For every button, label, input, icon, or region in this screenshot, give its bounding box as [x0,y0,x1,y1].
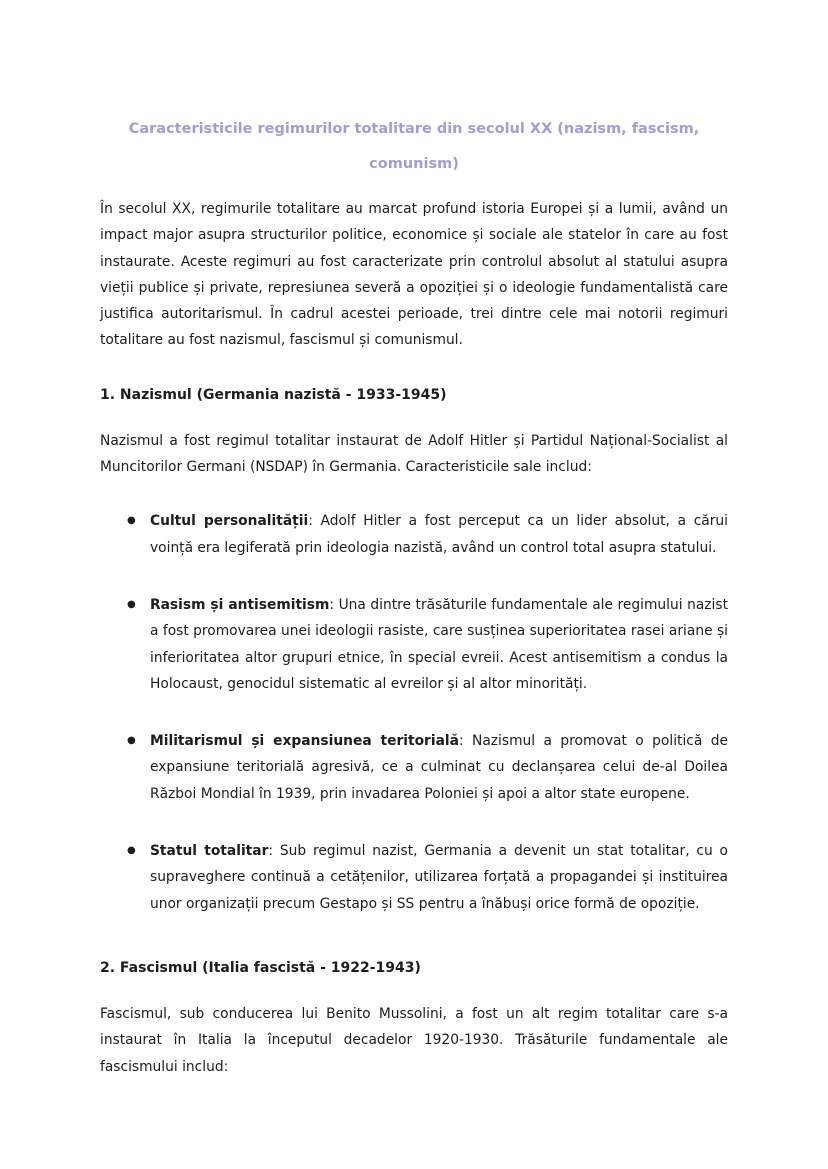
bullet-item-rasism [127,592,728,697]
bullet-item-stat-totalitar [127,838,728,917]
bullet-icon: ● [127,515,136,527]
intro-paragraph: În secolul XX, regimurile totalitare au marcat profund istoria Europei și a lumii, având un impact major asupra structurilor politice, economice și sociale ale statelor în care au fost instaurate. Aceste regimuri au fost caracterizate prin controlul absolut al statului asupra vieții publice și private, represiunea severă a opoziției și o ideologie fundamentalistă care justifica autoritarismul. În cadrul acestei perioade, trei dintre cele mai notorii regimuri totalitare au fost nazismul, fascismul și comunismul. [100,201,728,349]
bullet-item-cult [127,508,728,561]
bullet-body [150,728,728,807]
bullet-icon: ● [127,598,136,610]
bullet-list-nazism [100,508,728,917]
bullet-text: : Sub regimul nazist, Germania a devenit un stat totalitar, cu o supraveghere continuă a cetățenilor, utilizarea forțată a propagandei și instituirea unor organizații precum Gestapo și SS pentru a înăbuși orice formă de opoziție. [150,843,728,912]
bullet-term: Militarismul și expansiunea teritorială [150,733,459,750]
bullet-icon: ● [127,735,136,747]
document-title-line-1: Caracteristicile regimurilor totalitare din secolul XX (nazism, fascism, [128,121,700,137]
section-intro-nazism: Nazismul a fost regimul totalitar instaurat de Adolf Hitler și Partidul Național-Socialist al Muncitorilor Germani (NSDAP) în Germania. Caracteristicile sale includ: [100,432,728,476]
bullet-body [150,592,728,697]
bullet-term: Cultul personalității [150,513,309,530]
bullet-term: Rasism și antisemitism [150,596,330,613]
section-fascism [100,957,728,1080]
bullet-text: : Nazismul a promovat o politică de expansiune teritorială agresivă, ce a culminat cu declanșarea celui de-al Doilea Război Mondial în 1939, prin invadarea Poloniei și apoi a altor state europene. [150,733,729,802]
section-heading-nazism: 1. Nazismul (Germania nazistă - 1933-1945) [100,386,447,403]
document-title-line-2: comunism) [369,156,459,172]
bullet-body [150,838,728,917]
section-heading-fascism: 2. Fascismul (Italia fascistă - 1922-1943) [100,959,421,976]
bullet-item-militarism [127,728,728,807]
bullet-text: : Una dintre trăsăturile fundamentale ale regimului nazist a fost promovarea unei ideologii rasiste, care susținea superioritatea rasei ariane și inferioritatea altor grupuri etnice, în special evreii. Acest antisemitism a condus la Holocaust, genocidul sistematic al evreilor și al altor minorități. [150,596,728,692]
bullet-body [150,508,728,561]
section-intro-fascism: Fascismul, sub conducerea lui Benito Mussolini, a fost un alt regim totalitar care s-a instaurat în Italia la începutul decadelor 1920-1930. Trăsăturile fundamentale ale fascismului includ: [100,1005,728,1075]
document-title [100,112,728,182]
bullet-text: : Adolf Hitler a fost perceput ca un lider absolut, a cărui voință era legiferată prin ideologia nazistă, având un control total asupra statului. [150,513,728,556]
bullet-icon: ● [127,845,136,857]
bullet-term: Statul totalitar [150,843,269,860]
